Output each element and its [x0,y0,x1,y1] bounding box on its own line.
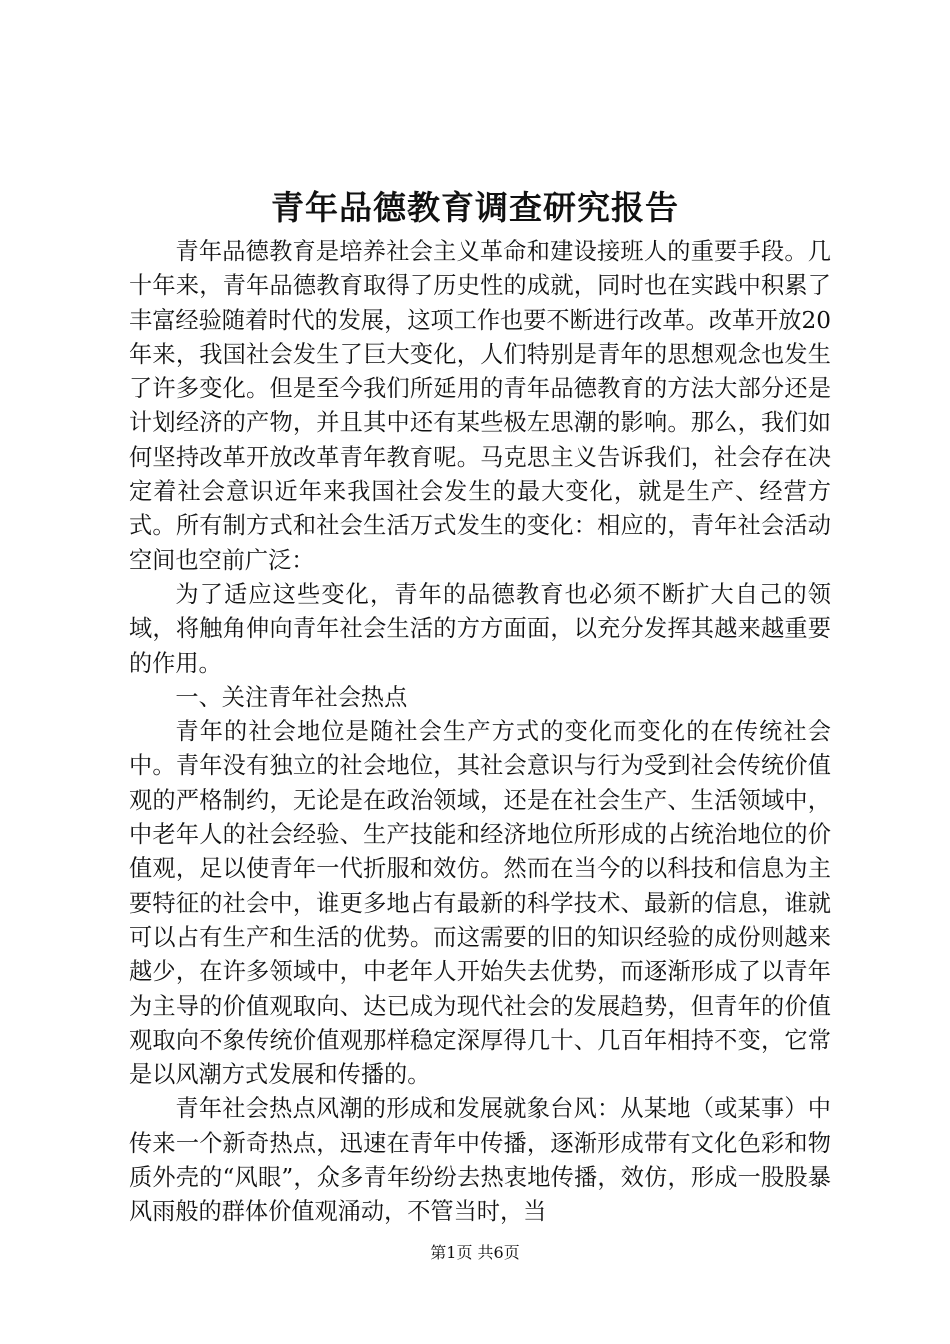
paragraph-hotspot-trend: 青年社会热点风潮的形成和发展就象台风：从某地（或某事）中传来一个新奇热点，迅速在青年中传播，逐渐形成带有文化色彩和物质外壳的“风眼”，众多青年纷纷去热衷地传播，效仿，形成一股股暴风雨般的群体价值观涌动，不管当时，当 [129,1095,831,1226]
paragraph-intro: 青年品德教育是培养社会主义革命和建设接班人的重要手段。几十年来，青年品德教育取得了历史性的成就，同时也在实践中积累了丰富经验随着时代的发展，这项工作也要不断进行改革。改革开放20年来，我国社会发生了巨大变化，人们特别是青年的思想观念也发生了许多变化。但是至今我们所延用的青年品德教育的方法大部分还是计划经济的产物，并且其中还有某些极左思潮的影响。那么，我们如何坚持改革开放改革青年教育呢。马克思主义告诉我们，社会存在决定着社会意识近年来我国社会发生的最大变化，就是生产、经营方式。所有制方式和社会生活万式发生的变化：相应的，青年社会活动空间也空前广泛： [129,238,831,574]
document-body [129,235,831,1230]
page-footer: 第1页 共6页 [430,1243,520,1262]
paragraph-social-status: 青年的社会地位是随社会生产方式的变化而变化的在传统社会中。青年没有独立的社会地位，其社会意识与行为受到社会传统价值观的严格制约，无论是在政治领域，还是在社会生产、生活领域中，中老年人的社会经验、生产技能和经济地位所形成的占统治地位的价值观，足以使青年一代折服和效仿。然而在当今的以科技和信息为主要特征的社会中，谁更多地占有最新的科学技术、最新的信息，谁就可以占有生产和生活的优势。而这需要的旧的知识经验的成份则越来越少，在许多领域中，中老年人开始失去优势，而逐渐形成了以青年为主导的价值观取向、达已成为现代社会的发展趋势，但青年的价值观取向不象传统价值观那样稳定深厚得几十、几百年相持不变，它常是以风潮方式发展和传播的。 [129,718,831,1089]
section-heading: 一、关注青年社会热点 [175,683,408,711]
paragraph-adapt: 为了适应这些变化，青年的品德教育也必须不断扩大自己的领域，将触角伸向青年社会生活的方方面面，以充分发挥其越来越重要的作用。 [129,580,831,677]
document-title: 青年品德教育调查研究报告 [271,188,679,227]
